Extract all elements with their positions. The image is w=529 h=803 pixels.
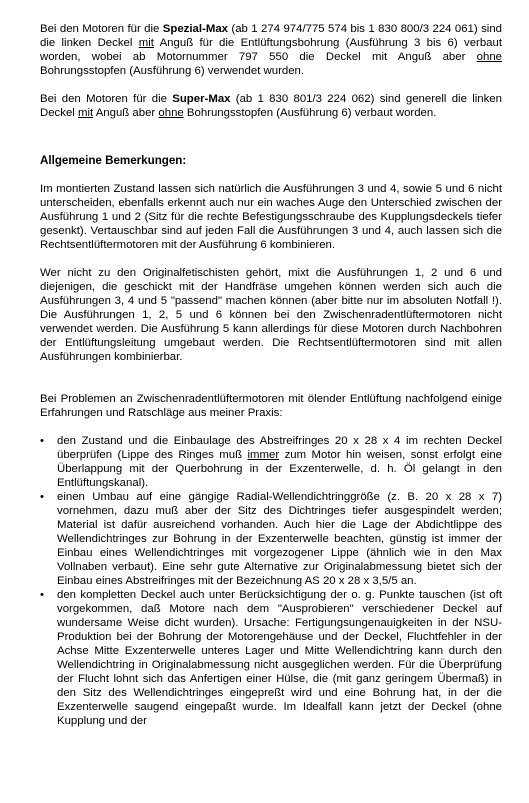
document-page <box>40 22 502 728</box>
model-name-spezial-max: Spezial-Max <box>162 23 228 35</box>
bullet-marker: • <box>40 491 44 503</box>
bullet-marker: • <box>40 435 44 447</box>
text-run: Bohrungsstopfen (Ausführung 6) verbaut worden. <box>183 107 437 119</box>
paragraph-mounted-state: Im montierten Zustand lassen sich natürlich die Ausführungen 3 und 4, sowie 5 und 6 nicht unterscheiden, ebenfalls erkennt auch nur ein waches Auge den Unterschied zwischen der Ausführung 1 und 2 (Sitz für die rechte Befestigungsschraube des Kupplungsdeckels tiefer gesenkt). Vertauschbar sind auf jeden Fall die Ausführungen 3 und 4, auch lassen sich die Rechtsentlüftermotoren mit der Ausführung 6 kombinieren. <box>40 183 502 251</box>
list-item <box>40 588 502 728</box>
text-run: (ab 1 274 974/775 574 bis 1 830 800/3 224 061) sind die linken Deckel <box>40 23 502 49</box>
paragraph-problems-intro: Bei Problemen an Zwischenradentlüftermotoren mit ölender Entlüftung nachfolgend einige Erfahrungen und Ratschläge aus meiner Praxis: <box>40 393 502 419</box>
model-name-super-max: Super-Max <box>172 93 231 105</box>
text-run: (ab 1 830 801/3 224 062) sind generell die linken Deckel <box>40 93 502 119</box>
spacer <box>40 252 502 266</box>
spacer <box>40 78 502 92</box>
spacer <box>40 364 502 392</box>
section-heading: Allgemeine Bemerkungen: <box>40 154 187 167</box>
spacer <box>40 120 502 154</box>
underlined-word: ohne <box>158 107 184 119</box>
paragraph-super-max <box>40 92 502 120</box>
text-run: Bohrungsstopfen (Ausführung 6) verwendet wurden. <box>40 65 305 77</box>
paragraph-mixing-versions: Wer nicht zu den Originalfetischisten gehört, mixt die Ausführungen 1, 2 und 6 und diejenigen, die geschickt mit der Handfräse umgehen können werden sich auch die Ausführungen 3, 4 und 5 "passend" machen können (aber bitte nur im absoluten Notfall !). Die Ausführungen 1, 2, 5 und 6 können bei den Zwischenradentlüftermotoren nicht verwendet werden. Die Ausführung 5 kann allerdings für diese Motoren durch Nachbohren der Entlüftungsleitung umgebaut werden. Die Rechtsentlüftermotoren sind mit allen Ausführungen kombinierbar. <box>40 267 502 363</box>
underlined-word: mit <box>77 107 94 119</box>
list-item-text <box>57 435 502 489</box>
text-run: Bei den Motoren für die <box>40 23 163 35</box>
list-item <box>40 490 502 588</box>
underlined-word: mit <box>138 37 154 49</box>
advice-list <box>40 434 502 728</box>
text-run: Anguß für die Entlüftungsbohrung (Ausführung 3 bis 6) verbaut worden, wobei ab Motornummer 797 550 die Deckel mit Anguß aber <box>40 37 502 63</box>
underlined-word: immer <box>247 449 280 461</box>
list-item-text: einen Umbau auf eine gängige Radial-Wellendichtringgröße (z. B. 20 x 28 x 7) vornehmen, dazu muß aber der Sitz des Dichtringes tiefer ausgespindelt werden; Material ist dafür ausreichend vorhanden. Auch hier die Lage der Abdichtlippe des Wellendichtringes zur Bohrung in der Exzenterwelle beachten, günstig ist immer der Einbau eines Wellendichtringes mit vorgezogener Lippe (ähnlich wie in den Max Vollnaben verbaut). Eine sehr gute Alternative zur Originalabmessung bietet sich der Einbau eines Abstreifringes mit der Bezeichnung AS 20 x 28 x 3,5/5 an. <box>57 491 502 587</box>
text-run: Bei den Motoren für die <box>40 93 173 105</box>
list-item <box>40 434 502 490</box>
bullet-marker: • <box>40 589 44 601</box>
text-run: den Zustand und die Einbaulage des Abstreifringes 20 x 28 x 4 im rechten Deckel überprüfen (Lippe des Ringes muß <box>57 435 502 461</box>
paragraph-spezial-max <box>40 22 502 78</box>
text-run: Anguß aber <box>93 107 159 119</box>
list-item-text: den kompletten Deckel auch unter Berücksichtigung der o. g. Punkte tauschen (ist oft vorgekommen, daß Motore nach dem "Ausprobieren" verschiedener Deckel auf wundersame Weise dicht wurden). Ursache: Fertigungsungenauigkeiten in der NSU-Produktion bei der Bohrung der Motorengehäuse und der Deckel, Fluchtfehler in der Achse Mitte Exzenterwelle unteres Lager und Mitte Wellendichtring kann durch den Wellendichtring in Originalabmessung nicht ausgeglichen werden. Für die Überprüfung der Flucht lohnt sich das Anfertigen einer Hülse, die (mit ganz geringem Übermaß) in den Sitz des Wellendichtringes eingepreßt wird und eine Bohrung hat, in der die Exzenterwelle saugend eingepaßt wurde. Im Idealfall kann jetzt der Deckel (ohne Kupplung und der <box>57 589 502 727</box>
underlined-word: ohne <box>476 51 502 63</box>
spacer <box>40 168 502 182</box>
text-run: zum Motor hin weisen, sonst erfolgt eine Überlappung mit der Querbohrung in der Exzenterwelle, d. h. Öl gelangt in den Entlüftungskanal). <box>57 449 503 489</box>
